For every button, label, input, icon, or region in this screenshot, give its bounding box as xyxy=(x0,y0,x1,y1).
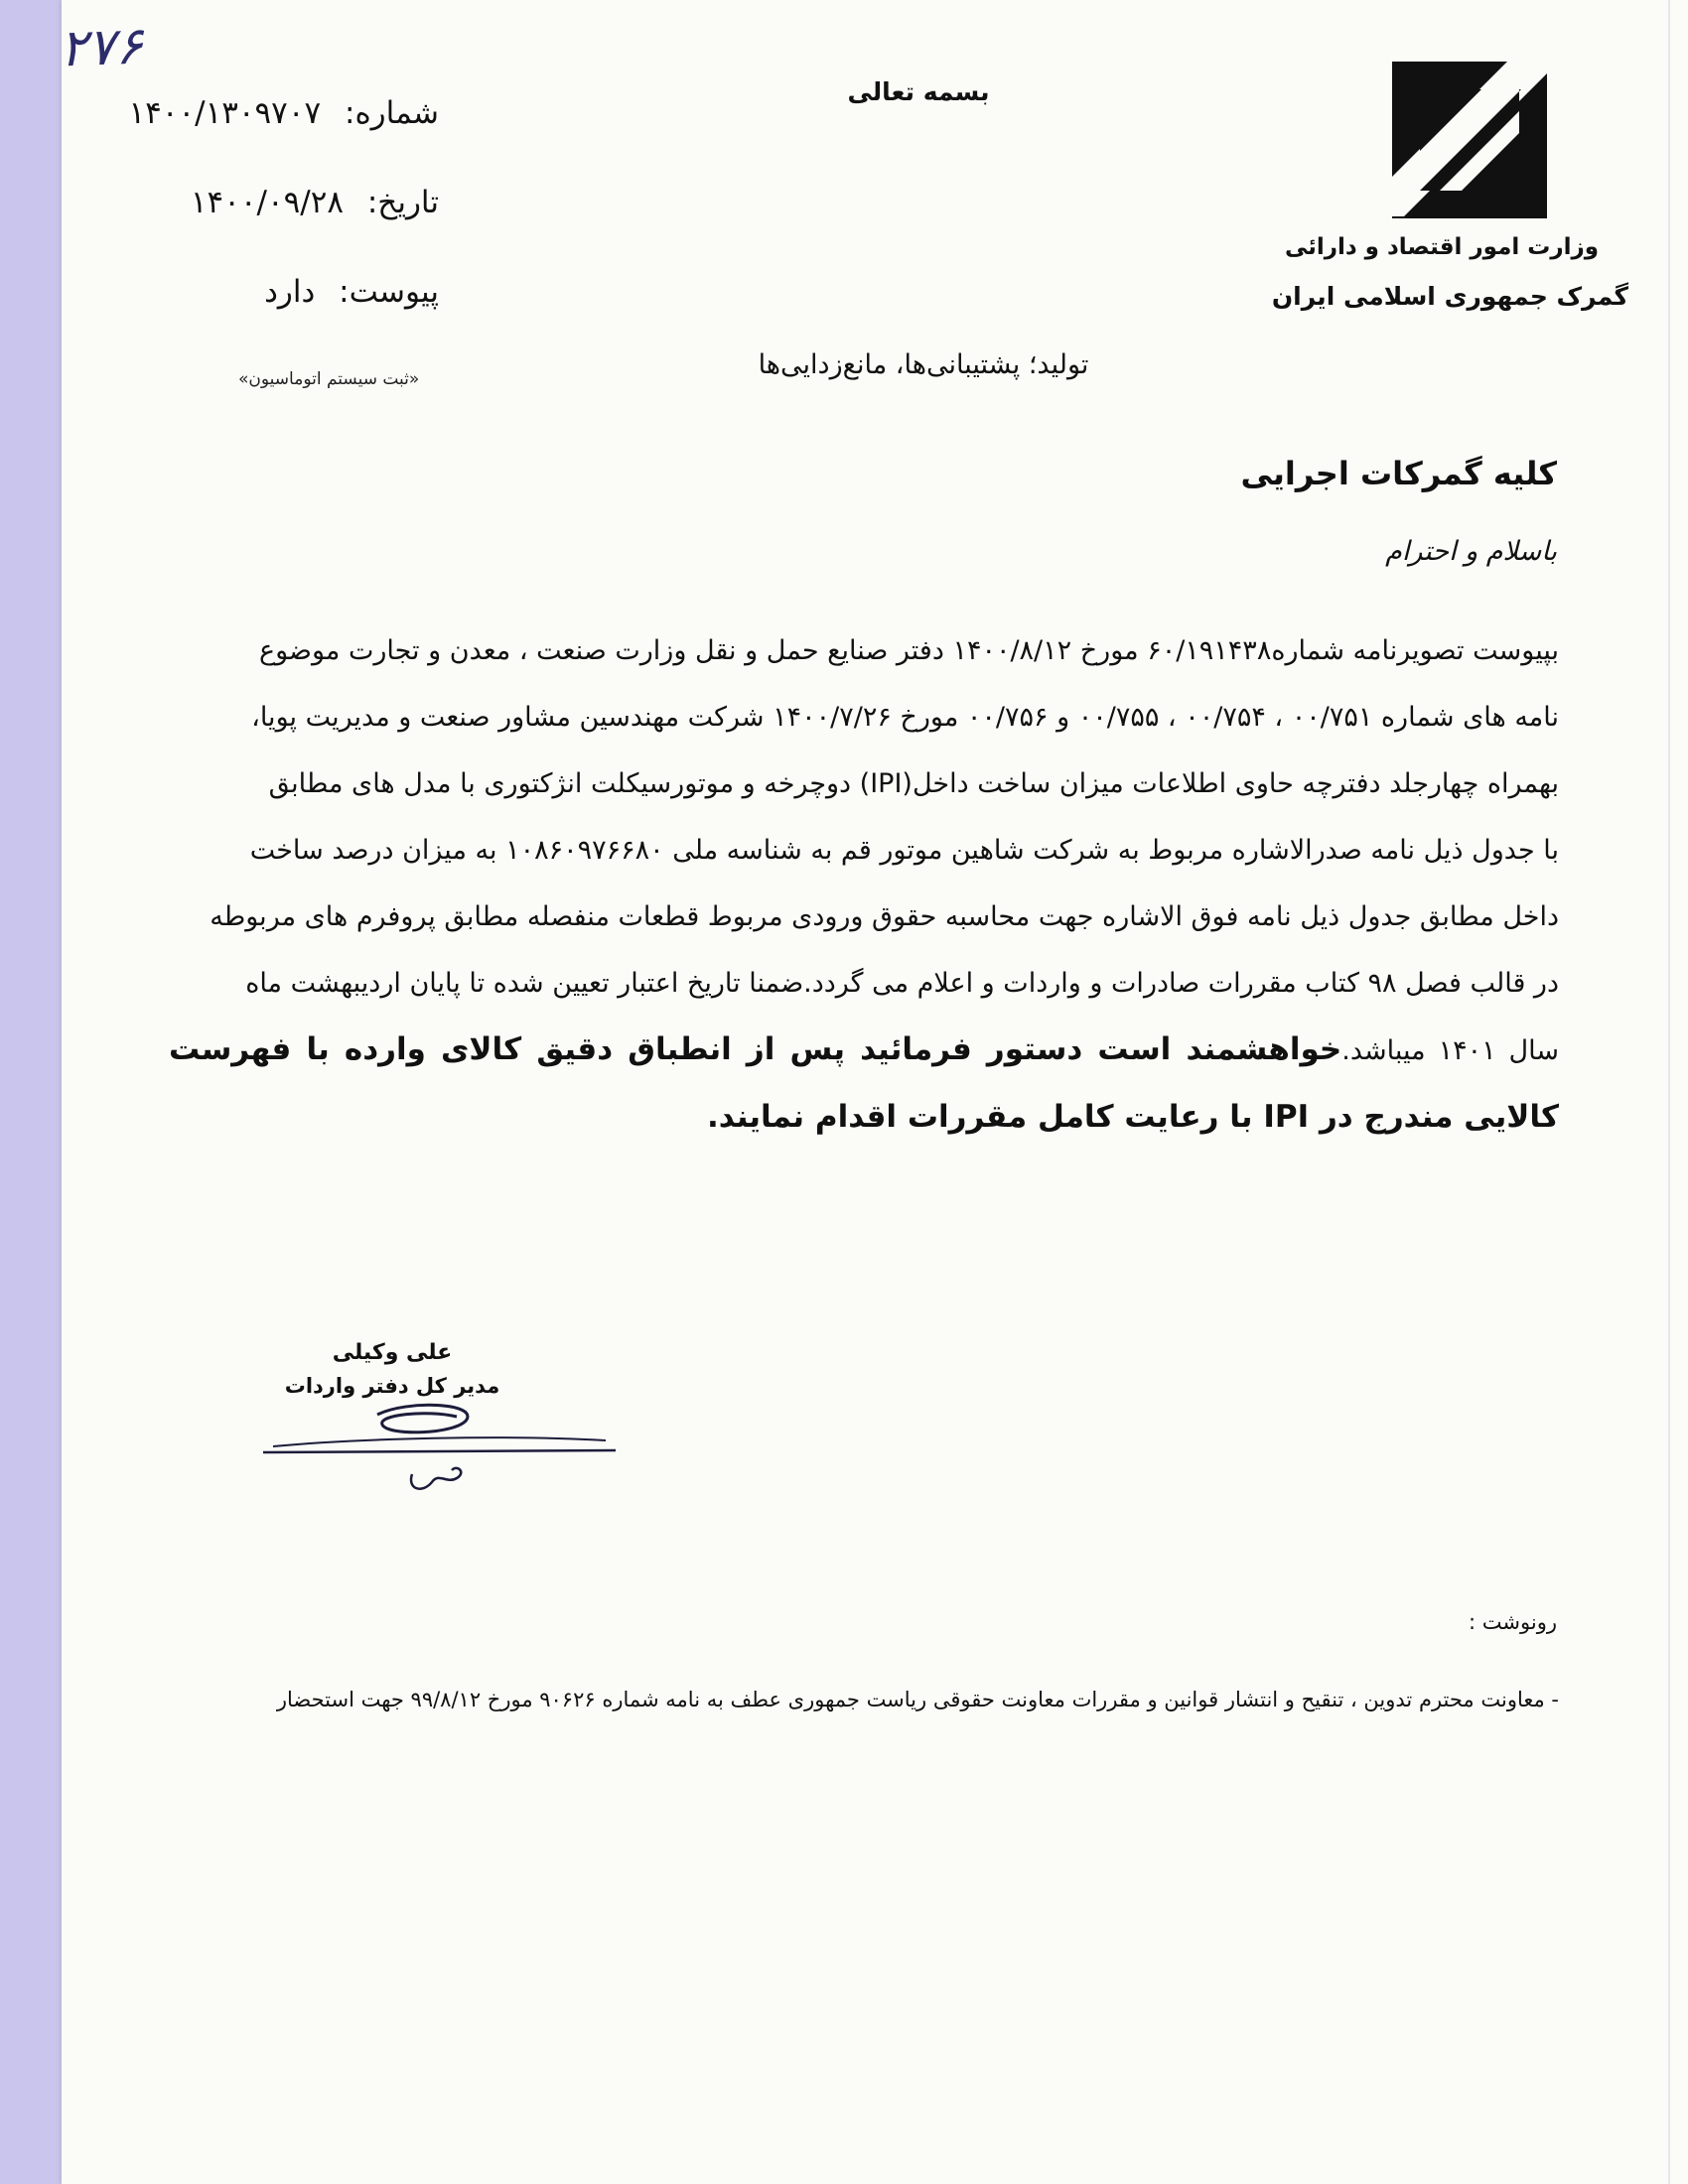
body-line: در قالب فصل ۹۸ کتاب مقررات صادرات و واردات و اعلام می گردد.ضمنا تاریخ اعتبار تعیین شده تا پایان اردیبهشت ماه xyxy=(245,968,1559,999)
signer-name: علی وکیلی xyxy=(332,1340,453,1365)
handwritten-signature xyxy=(258,1395,626,1514)
body-closing xyxy=(169,1017,1559,1152)
attachment-label: پیوست: xyxy=(339,274,439,310)
paper-edge xyxy=(1668,0,1670,2184)
body-line: بهمراه چهارجلد دفترچه حاوی اطلاعات میزان ساخت داخل(IPI) دوچرخه و موتورسیکلت انژکتوری با مدل های مطابق xyxy=(268,768,1559,799)
letter-greeting: باسلام و احترام xyxy=(1385,536,1557,567)
attachment-value: دارد xyxy=(264,274,316,310)
signer-title: مدیر کل دفتر واردات xyxy=(284,1374,500,1398)
body-line: نامه های شماره ۰۰/۷۵۱ ، ۰۰/۷۵۴ ، ۰۰/۷۵۵ و ۰۰/۷۵۶ مورخ ۱۴۰۰/۷/۲۶ شرکت مهندسین مشاور صنعت و مدیریت پویا، xyxy=(251,702,1559,733)
letter-recipient: کلیه گمرکات اجرایی xyxy=(1240,455,1557,492)
body-line: داخل مطابق جدول ذیل نامه فوق الاشاره جهت محاسبه حقوق ورودی مربوط قطعات منفصله مطابق پروفرم های مربوطه xyxy=(210,901,1559,932)
cc-item: - معاونت محترم تدوین ، تنقیح و انتشار قوانین و مقررات معاونت حقوقی ریاست جمهوری عطف به نامه شماره ۹۰۶۲۶ مورخ ۹۹/۸/۱۲ جهت استحضار xyxy=(276,1688,1559,1711)
basmala-heading: بسمه تعالی xyxy=(847,77,990,106)
year-slogan: تولید؛ پشتیبانی‌ها، مانع‌زدایی‌ها xyxy=(758,349,1089,380)
closing-plain-text: سال ۱۴۰۱ میباشد. xyxy=(1341,1035,1559,1066)
ministry-name: وزارت امور اقتصاد و دارائی xyxy=(1284,234,1599,260)
letter-number-label: شماره: xyxy=(345,95,439,131)
letter-number-row xyxy=(0,95,439,131)
letter-date-value: ۱۴۰۰/۰۹/۲۸ xyxy=(190,185,344,220)
body-line: با جدول ذیل نامه صدرالاشاره مربوط به شرکت شاهین موتور قم به شناسه ملی ۱۰۸۶۰۹۷۶۶۸۰ به میزان درصد ساخت xyxy=(249,835,1559,866)
letter-date-row xyxy=(0,185,439,220)
attachment-row xyxy=(0,274,439,310)
auto-registration-note: «ثبت سیستم اتوماسیون» xyxy=(238,369,420,389)
letter-date-label: تاریخ: xyxy=(366,185,439,220)
handwritten-reference-number: ۲۷۶ xyxy=(58,16,144,79)
closing-emphasis-text: خواهشمند است دستور فرمائید پس از انطباق دقیق کالای وارده با فهرست کالایی مندرج در IPI با رعایت کامل مقررات اقدام نمایند. xyxy=(169,1031,1559,1135)
cc-label: رونوشت : xyxy=(1469,1610,1557,1634)
body-line: بپیوست تصویرنامه شماره۶۰/۱۹۱۴۳۸ مورخ ۱۴۰۰/۸/۱۲ دفتر صنایع حمل و نقل وزارت صنعت ، معدن و تجارت موضوع xyxy=(258,635,1559,666)
letter-body xyxy=(169,617,1559,1152)
letter-number-value: ۱۴۰۰/۱۳۰۹۷۰۷ xyxy=(128,95,322,131)
customs-logo-icon xyxy=(1390,60,1549,220)
organization-name: گمرک جمهوری اسلامی ایران xyxy=(1271,282,1628,311)
